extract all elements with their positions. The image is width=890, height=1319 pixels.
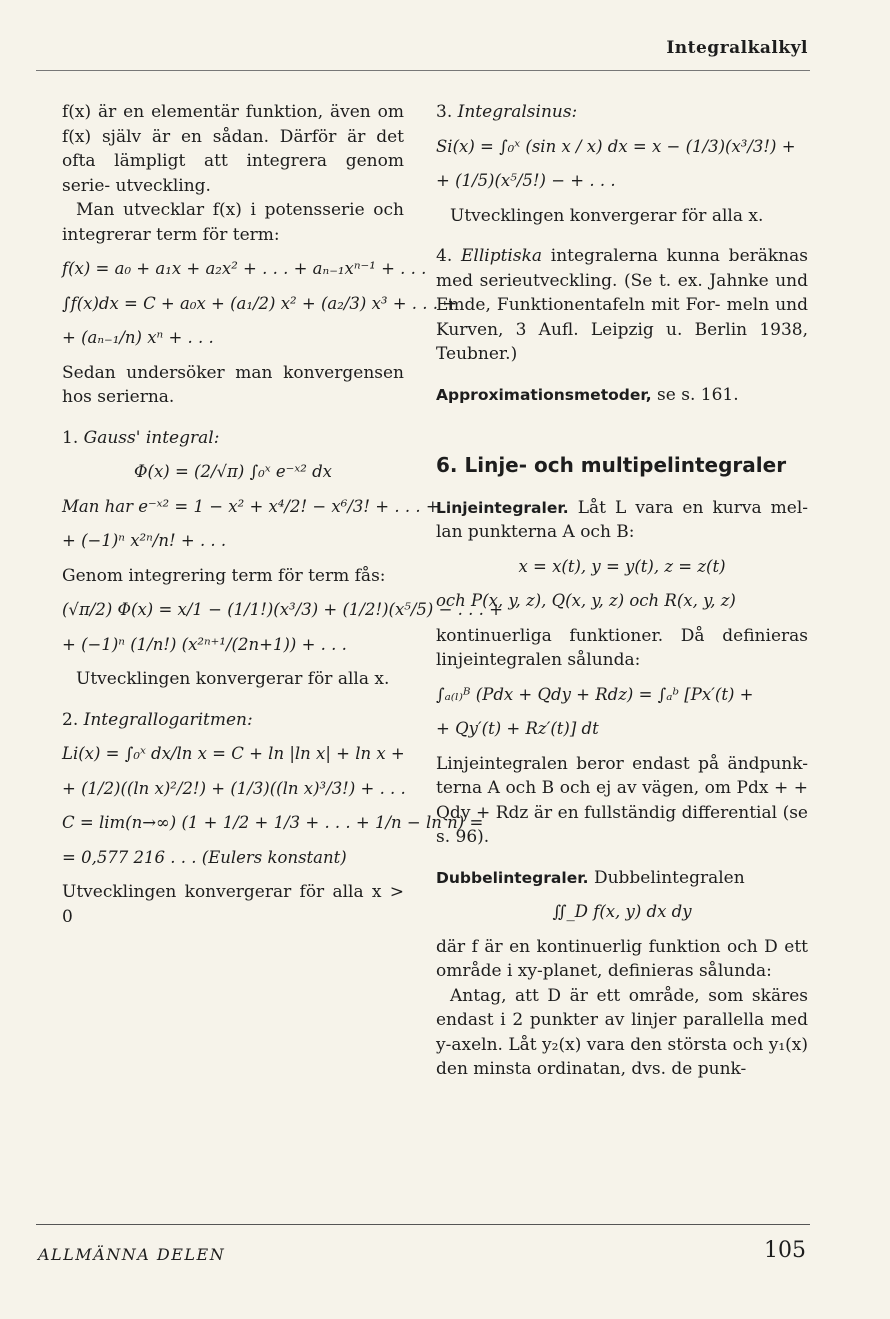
- item-4-number: 4.: [436, 246, 453, 266]
- si-series-equation: + (1/5)(x⁵/5!) − + . . .: [436, 171, 616, 190]
- item-4-paragraph: [436, 244, 808, 367]
- double-integral-heading: Dubbelintegraler.: [436, 868, 589, 887]
- double-integral-equation: ∬_D f(x, y) dx dy: [552, 902, 692, 921]
- series-equation: f(x) = a₀ + a₁x + a₂x² + . . . + aₙ₋₁xⁿ⁻¹ + . . .: [62, 259, 427, 278]
- running-header: Integralkalkyl: [666, 38, 808, 58]
- intro-paragraph-2: Man utvecklar f(x) i potensserie och integrerar term för term:: [62, 200, 404, 245]
- intro-paragraph-1: f(x) är en elementär funktion, även om f(x) själv är en sådan. Därför är det ofta lämpligt att integrera genom serie- utveckling.: [62, 102, 404, 196]
- convergence-note-1: Utvecklingen konvergerar för alla x.: [76, 669, 390, 689]
- item-2-heading: [62, 708, 404, 733]
- double-integral-text: Dubbelintegralen: [593, 867, 745, 888]
- item-4-title: Elliptiska: [460, 246, 543, 266]
- li-series-equation: + (1/2)((ln x)²/2!) + (1/3)((ln x)³/3!) + . . .: [62, 778, 406, 798]
- line-integral-equation-a: ∫ₐ₍ₗ₎ᴮ (Pdx + Qdy + Rdz) = ∫ₐᵇ [Px′(t) +: [436, 684, 754, 704]
- gauss-integral-equation: Φ(x) = (2/√π) ∫₀ˣ e⁻ˣ² dx: [134, 462, 332, 481]
- item-4-text: integralerna kunna beräknas med serieutveckling. (Se t. ex. Jahnke und Emde, Funktionentafeln mit For- meln und Kurven, 3 Aufl. Leipzig u. Berlin 1938, Teubner.): [436, 246, 808, 364]
- where-paragraph: där f är en kontinuerlig funktion och D ett område i xy-planet, definieras sålunda:: [436, 936, 808, 981]
- integral-series-equation-b: + (aₙ₋₁/n) xⁿ + . . .: [62, 328, 214, 347]
- section-title: 6. Linje- och multipelintegraler: [436, 453, 787, 477]
- phi-series-equation-a: (√π/2) Φ(x) = x/1 − (1/1!)(x³/3) + (1/2!)(x⁵/5) − . . . +: [62, 600, 503, 619]
- approximation-line: [436, 383, 808, 408]
- exp-series-equation-b: + (−1)ⁿ x²ⁿ/n! + . . .: [62, 531, 227, 550]
- integral-series-equation-a: ∫f(x)dx = C + a₀x + (a₁/2) x² + (a₂/3) x³ + . . . +: [62, 293, 458, 313]
- item-2-title: Integrallogaritmen:: [83, 709, 253, 730]
- double-integral-paragraph: [436, 866, 808, 891]
- convergence-note-3: Utvecklingen konvergerar för alla x.: [450, 205, 764, 226]
- footer-section-label: ALLMÄNNA DELEN: [38, 1245, 226, 1264]
- convergence-note-2: Utvecklingen konvergerar för alla x > 0: [62, 882, 404, 927]
- exp-series-equation-a: Man har e⁻ˣ² = 1 − x² + x⁴/2! − x⁶/3! + . . . +: [62, 496, 440, 516]
- item-1-number: 1.: [62, 427, 79, 448]
- page-number: 105: [764, 1238, 806, 1263]
- line-integral-heading: Linjeintegraler.: [436, 498, 569, 517]
- parametric-equation: x = x(t), y = y(t), z = z(t): [518, 556, 726, 576]
- functions-equation: och P(x, y, z), Q(x, y, z) och R(x, y, z): [436, 591, 736, 610]
- approximation-heading: Approximationsmetoder,: [436, 385, 652, 404]
- item-3-heading: [436, 100, 808, 125]
- item-3-title: Integralsinus:: [457, 102, 578, 122]
- si-equation: Si(x) = ∫₀ˣ (sin x / x) dx = x − (1/3)(x³/3!) +: [436, 136, 796, 156]
- line-integral-equation-b: + Qy′(t) + Rz′(t)] dt: [436, 719, 599, 738]
- item-2-number: 2.: [62, 709, 79, 730]
- assume-paragraph: Antag, att D är ett område, som skäres endast i 2 punkter av linjer parallella med y-axeln. Låt y₂(x) vara den största och y₁(x) den minsta ordinatan, dvs. de punk-: [436, 985, 808, 1079]
- euler-constant-equation: = 0,577 216 . . . (Eulers konstant): [62, 847, 347, 867]
- phi-series-equation-b: + (−1)ⁿ (1/n!) (x²ⁿ⁺¹/(2n+1)) + . . .: [62, 634, 347, 654]
- convergence-paragraph: Sedan undersöker man konvergensen hos serierna.: [62, 362, 404, 407]
- right-column: [436, 100, 808, 1082]
- item-3-number: 3.: [436, 102, 453, 122]
- item-1-heading: [62, 426, 404, 451]
- line-integral-paragraph: [436, 496, 808, 545]
- footer-rule: [36, 1224, 810, 1225]
- continuous-paragraph: kontinuerliga funktioner. Då definieras linjeintegralen sålunda:: [436, 625, 808, 670]
- line-integral-text: Låt L vara en kurva mel- lan punkterna A och B:: [436, 497, 809, 542]
- dependence-paragraph: Linjeintegralen beror endast på ändpunk- terna A och B och ej av vägen, om Pdx + + Qdy + Rdz är en fullständig differential (se s. 96).: [436, 753, 808, 847]
- header-rule: [36, 70, 810, 71]
- approximation-text: se s. 161.: [657, 384, 739, 405]
- li-equation: Li(x) = ∫₀ˣ dx/ln x = C + ln |ln x| + ln x +: [62, 744, 405, 763]
- euler-limit-equation: C = lim(n→∞) (1 + 1/2 + 1/3 + . . . + 1/n − ln n) =: [62, 813, 484, 832]
- integration-paragraph: Genom integrering term för term fås:: [62, 565, 386, 586]
- item-1-title: Gauss' integral:: [83, 427, 220, 448]
